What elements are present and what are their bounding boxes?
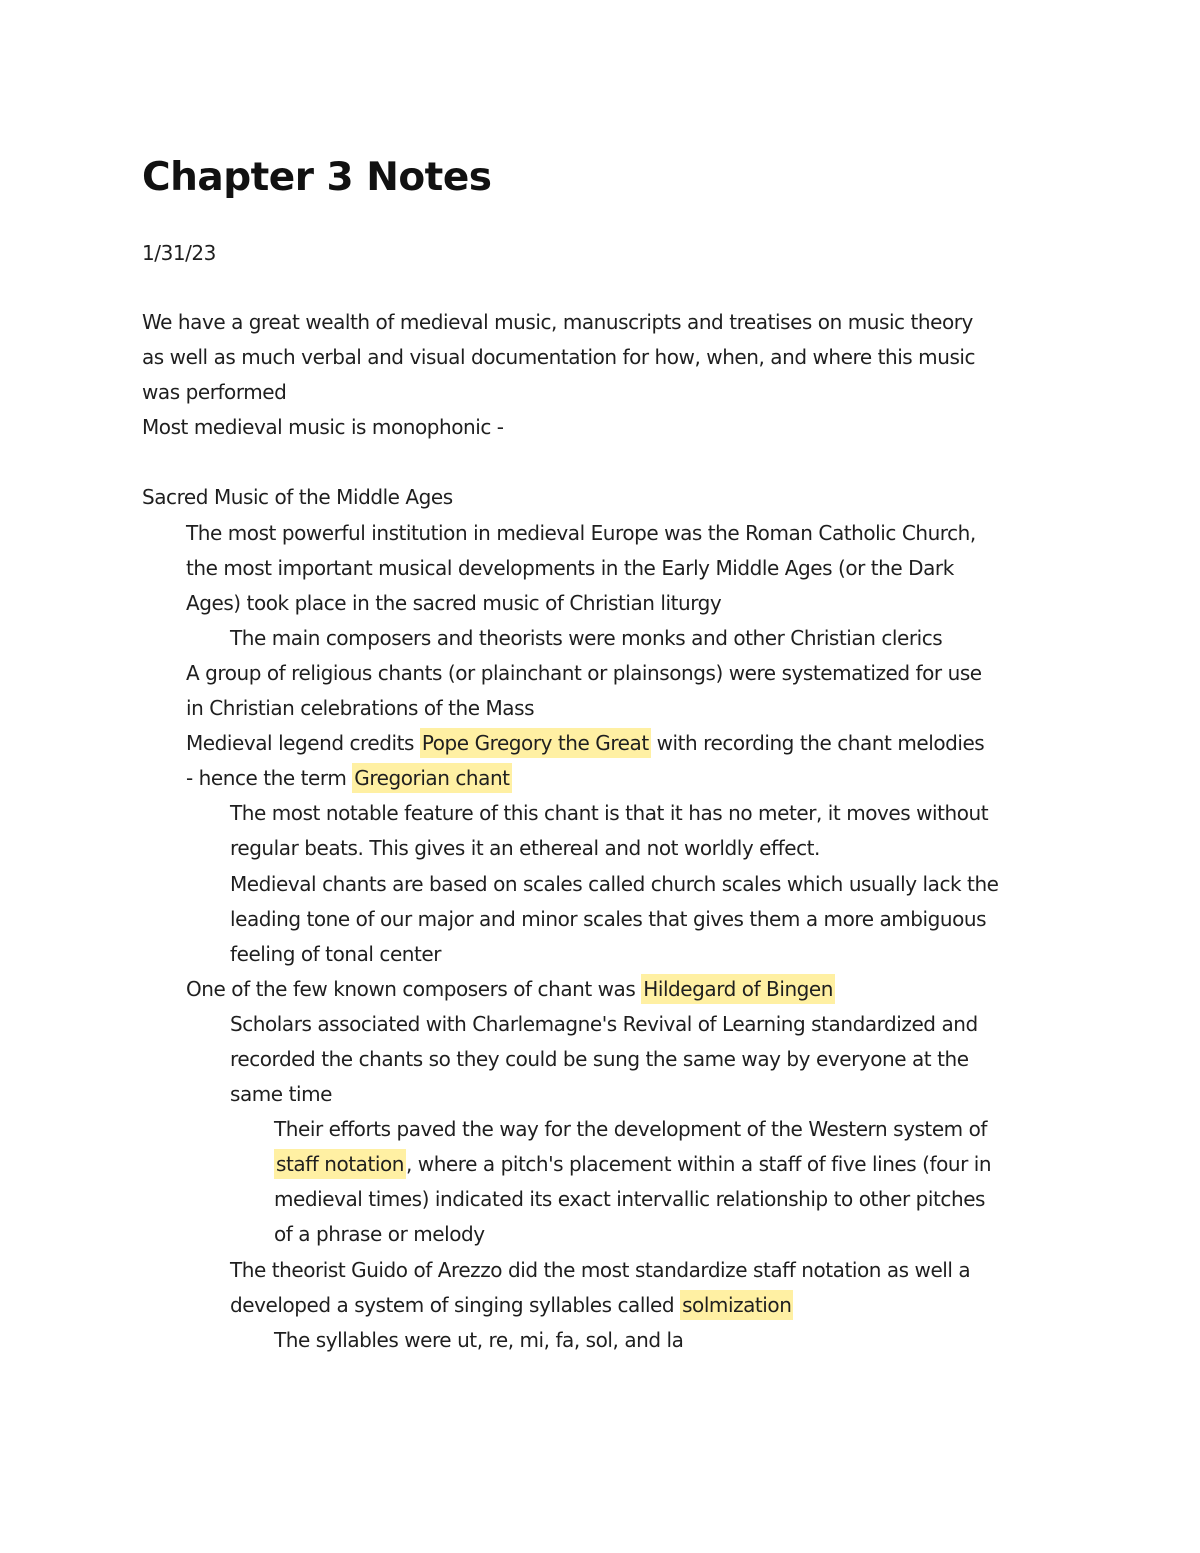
note-date: 1/31/23 <box>142 241 216 265</box>
note-line <box>142 726 1072 761</box>
note-text: - hence the term <box>186 766 353 791</box>
note-line: The theorist Guido of Arezzo did the most standardize staff notation as well a <box>230 1257 971 1282</box>
highlighted-term: Hildegard of Bingen <box>641 974 835 1004</box>
note-line: Medieval chants are based on scales called church scales which usually lack the <box>230 871 999 896</box>
note-line: Scholars associated with Charlemagne's Revival of Learning standardized and <box>230 1011 978 1036</box>
section-heading: Sacred Music of the Middle Ages <box>142 485 453 510</box>
note-text: developed a system of singing syllables called <box>230 1292 681 1317</box>
note-line: The main composers and theorists were monks and other Christian clerics <box>230 625 943 650</box>
intro-line: We have a great wealth of medieval music, manuscripts and treatises on music theory <box>142 310 973 335</box>
note-line: A group of religious chants (or plainchant or plainsongs) were systematized for use <box>186 660 982 685</box>
intro-line: was performed <box>142 380 287 405</box>
highlighted-term: staff notation <box>274 1149 406 1179</box>
note-line: Ages) took place in the sacred music of Christian liturgy <box>186 590 722 615</box>
intro-line: Most medieval music is monophonic - <box>142 415 504 440</box>
highlighted-term: solmization <box>680 1290 793 1320</box>
intro-line: as well as much verbal and visual documentation for how, when, and where this music <box>142 345 976 370</box>
page-title: Chapter 3 Notes <box>142 155 492 200</box>
note-line: regular beats. This gives it an ethereal and not worldly effect. <box>230 836 820 861</box>
note-line: of a phrase or melody <box>274 1222 485 1247</box>
note-line: medieval times) indicated its exact intervallic relationship to other pitches <box>274 1187 986 1212</box>
note-line: the most important musical developments in the Early Middle Ages (or the Dark <box>186 555 954 580</box>
note-line <box>142 1288 1072 1323</box>
note-line: The most powerful institution in medieval Europe was the Roman Catholic Church, <box>186 520 976 545</box>
note-text: , where a pitch's placement within a staff of five lines (four in <box>405 1152 992 1177</box>
note-line <box>142 1147 1072 1182</box>
highlighted-term: Gregorian chant <box>352 763 511 793</box>
note-line: Their efforts paved the way for the development of the Western system of <box>274 1117 987 1142</box>
document-page <box>142 150 1072 1358</box>
note-text: One of the few known composers of chant was <box>186 976 642 1001</box>
note-text: with recording the chant melodies <box>650 731 985 756</box>
note-text: Medieval legend credits <box>186 731 420 756</box>
note-line: in Christian celebrations of the Mass <box>186 696 535 721</box>
note-line: The syllables were ut, re, mi, fa, sol, and la <box>274 1327 684 1352</box>
note-line: recorded the chants so they could be sung the same way by everyone at the <box>230 1046 969 1071</box>
note-line <box>142 761 1072 796</box>
note-line: The most notable feature of this chant is that it has no meter, it moves without <box>230 801 989 826</box>
note-line: leading tone of our major and minor scales that gives them a more ambiguous <box>230 906 987 931</box>
note-line: feeling of tonal center <box>230 941 442 966</box>
note-line <box>142 972 1072 1007</box>
highlighted-term: Pope Gregory the Great <box>420 728 651 758</box>
note-line: same time <box>230 1082 332 1107</box>
